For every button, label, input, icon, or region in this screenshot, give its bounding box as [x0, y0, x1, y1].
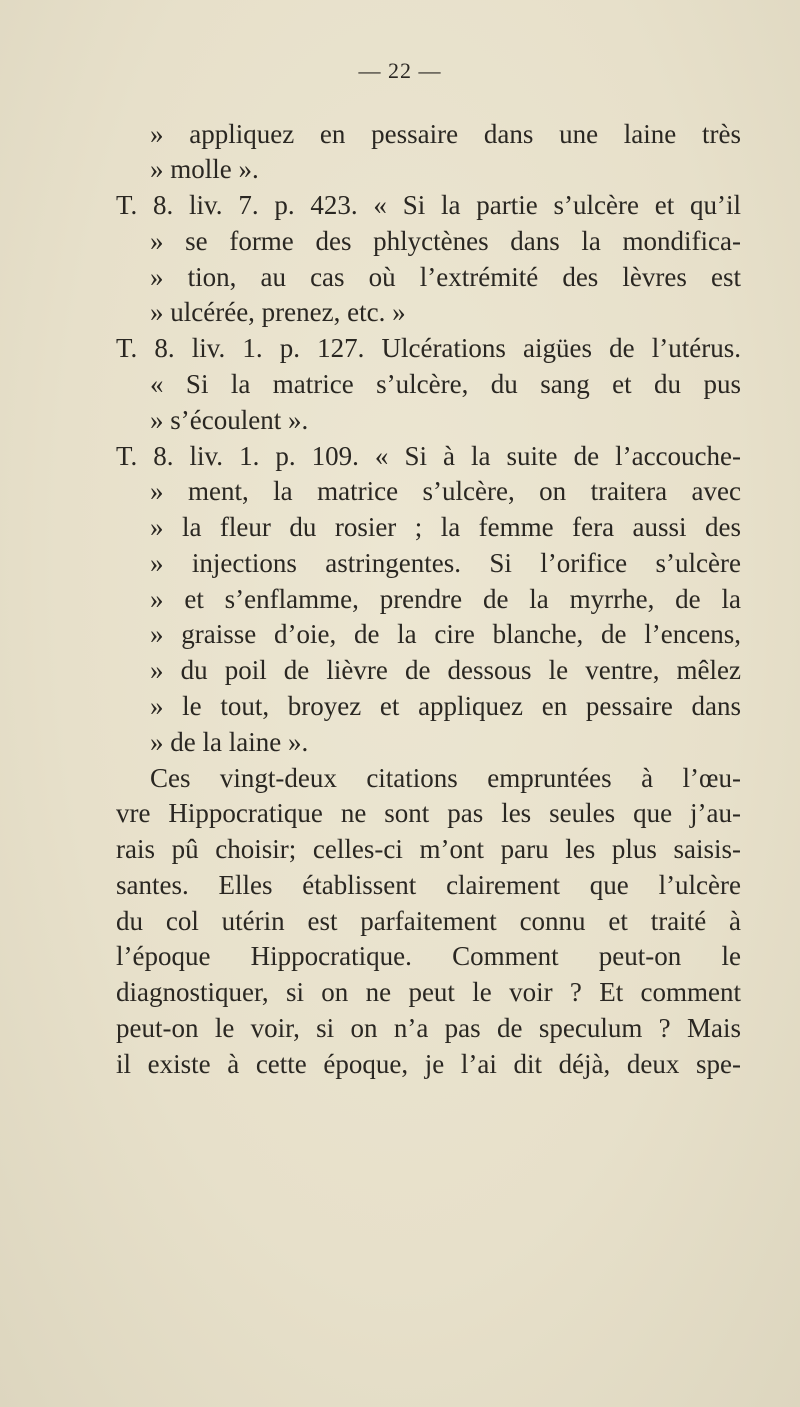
text-line: » le tout, broyez et appliquez en pessaire dans: [150, 691, 741, 721]
text-line: » la fleur du rosier ; la femme fera aussi des: [150, 512, 741, 542]
text-line: vre Hippocratique ne sont pas les seules que j’au-: [116, 798, 741, 828]
text-line: T. 8. liv. 1. p. 127. Ulcérations aigües de l’utérus.: [116, 333, 741, 363]
text-line: l’époque Hippocratique. Comment peut-on le: [116, 941, 741, 971]
text-line: T. 8. liv. 7. p. 423. « Si la partie s’ulcère et qu’il: [116, 190, 741, 220]
page-number: — 22 —: [358, 58, 442, 83]
text-line: » ment, la matrice s’ulcère, on traitera avec: [150, 476, 741, 506]
text-line: » du poil de lièvre de dessous le ventre, mêlez: [150, 655, 741, 685]
text-line: » tion, au cas où l’extrémité des lèvres est: [150, 262, 741, 292]
text-line: diagnostiquer, si on ne peut le voir ? Et comment: [116, 977, 741, 1007]
text-line: » graisse d’oie, de la cire blanche, de l’encens,: [150, 619, 741, 649]
text-line: » s’écoulent ».: [150, 405, 309, 435]
text-line: » se forme des phlyctènes dans la mondifica-: [150, 226, 741, 256]
text-line: T. 8. liv. 1. p. 109. « Si à la suite de l’accouche-: [116, 441, 741, 471]
text-line: peut-on le voir, si on n’a pas de speculum ? Mais: [116, 1013, 741, 1043]
text-line: rais pû choisir; celles-ci m’ont paru les plus saisis-: [116, 834, 741, 864]
text-line: du col utérin est parfaitement connu et traité à: [116, 906, 741, 936]
text-line: » molle ».: [150, 154, 259, 184]
text-line: » injections astringentes. Si l’orifice s’ulcère: [150, 548, 741, 578]
text-line: » de la laine ».: [150, 727, 309, 757]
text-line: » et s’enflamme, prendre de la myrrhe, de la: [150, 584, 741, 614]
text-line: » appliquez en pessaire dans une laine très: [150, 119, 741, 149]
text-line: » ulcérée, prenez, etc. »: [150, 297, 406, 327]
text-line: il existe à cette époque, je l’ai dit déjà, deux spe-: [116, 1049, 741, 1079]
text-line: « Si la matrice s’ulcère, du sang et du pus: [150, 369, 741, 399]
text-line: santes. Elles établissent clairement que l’ulcère: [116, 870, 741, 900]
text-line: Ces vingt-deux citations empruntées à l’œu-: [150, 763, 741, 793]
